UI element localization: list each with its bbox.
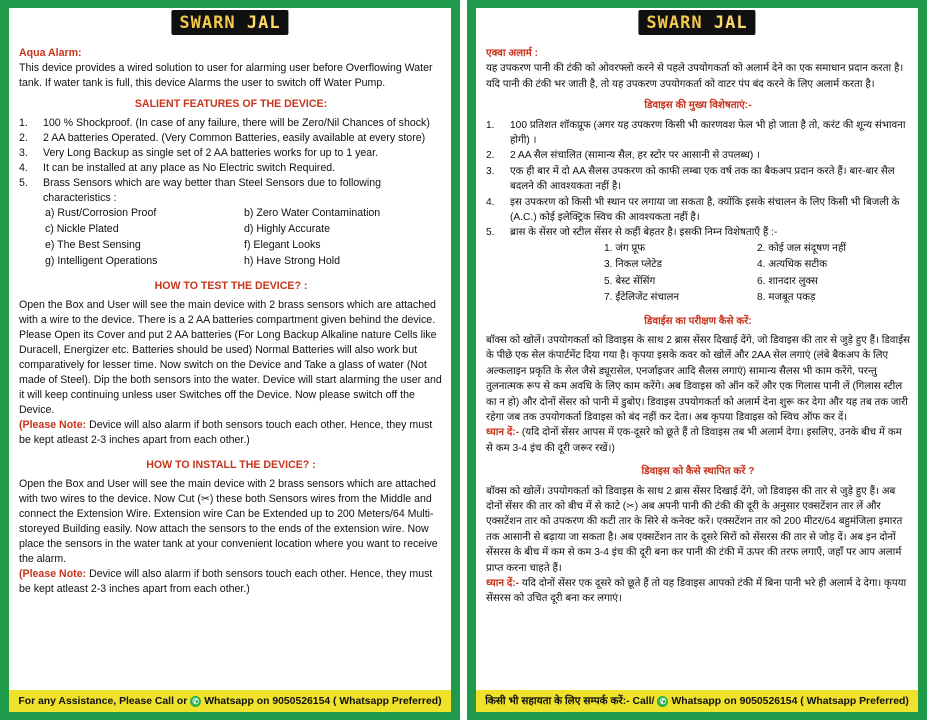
scissors-icon: ✂ (200, 493, 210, 505)
characteristic-item: g) Intelligent Operations (45, 255, 158, 267)
characteristic-item: 6. शानदार लुक्स (757, 275, 818, 287)
characteristic-item: d) Highly Accurate (244, 223, 330, 235)
features-heading: SALIENT FEATURES OF THE DEVICE: (134, 98, 328, 110)
characteristic-item: 8. मजबूत पकड़ (757, 292, 816, 304)
english-sheet-body (9, 8, 451, 712)
list-item: 2. 2 AA batteries Operated. (Very Common Batteries, easily available at every store) (19, 132, 426, 144)
test-text: बॉक्स को खोलें। उपयोगकर्ता को डिवाइस के साथ 2 ब्रास सेंसर दिखाई देंगे, जो डिवाइस की तार से जुड़े हुए हैं। डिवाईस के पीछे एक सेल कंपार्टमेंट दिया गया है। कृपया इसके कवर को खोलें और 2AA सेल लगाएं (लंबे बैकअप के लिए अल्कलाइन प्रकृति के सेल जैसे ड्यूरासेल, एनर्जाइजर आदि सैलस लगाएं) सामान्य सैलस भी काम करेंगे, परन्तु तुलनात्मक रूप से कम अवधि के लिए काम करेंगे। अब डिवाइस को ऑन करें और एक गिलास पानी लें (गिलास स्टील का न हो) और दोनों सेंसर को पानी में डुबोए। डिवाइस उपयोगकर्ता को अलार्म देना शुरू कर देगा और यह तब तक जारी रहेगा जब तक उपयोगकर्ता डिवाइस को बंद नहीं कर देता। अब कृपया डिवाइस को स्विच ऑफ कर दें। (486, 334, 910, 423)
list-item: 4. It can be installed at any place as No Electric switch Required. (19, 162, 336, 174)
characteristic-item: 5. बेस्ट सेंसिंग (604, 275, 656, 287)
characteristic-item: b) Zero Water Contamination (244, 207, 381, 219)
characteristic-item: f) Elegant Looks (244, 239, 321, 251)
list-item: 1. 100 % Shockproof. (In case of any failure, there will be Zero/Nil Chances of shock) (19, 117, 430, 129)
hindi-instruction-sheet (467, 0, 927, 720)
intro-title: Aqua Alarm: (19, 47, 82, 59)
list-item: 2. 2 AA सैल संचालित (सामान्य सैल, हर स्टोर पर आसानी से उपलब्ध) । (486, 150, 760, 162)
intro-text: यह उपकरण पानी की टंकी को ओवरफ्लो करने से पहले उपयोगकर्ता को अलार्म देने का एक समाधान प्रदान करता है। यदि पानी की टंकी भर जाती है, तो यह उपकरण उपयोगकर्ता को वाटर पंप बंद करने के लिए अलार्म करता है। (486, 63, 904, 90)
characteristic-item: e) The Best Sensing (45, 239, 141, 251)
characteristics-grid (19, 206, 443, 269)
characteristic-item: c) Nickle Plated (45, 223, 119, 235)
list-item: 3. Very Long Backup as single set of 2 AA batteries works for up to 1 year. (19, 147, 379, 159)
install-text: बॉक्स को खोलें। उपयोगकर्ता को डिवाइस के साथ 2 ब्रास सेंसर दिखाई देंगे, जो डिवाइस की तार से जुड़े हुए हैं। अब दोनों सेंसर की तार को बीच में से काटे (✂) अब अपनी पानी की टंकी की दूरी के अनुसार एक्सटेंशन तार लें और एक्सटेंशन तार को उपकरण की कटी तार के सिरे से कनेक्ट करें। एक्सटेंशन तार को 200 मीटर/64 बहुमंजिला इमारत तक आसानी से बढ़ाया जा सकता है। अब एक्सटेंशन तार के दूसरे सिरों को सेंसरस की तार से जोड़ दें। अब इन दोनों सेंसरस के बीच में कम से कम 3-4 इंच की दूरी बना कर पानी की टंकी में ऊपर की तरफ लगाएँ, जहाँ पर आप अलार्म प्राप्त करना चाहते हैं। (486, 485, 903, 574)
features-list (486, 118, 910, 241)
brand-logo: SWARN JAL (171, 10, 288, 35)
hindi-sheet-body (476, 8, 918, 712)
english-content (19, 46, 443, 597)
footer-contact: किसी भी सहायता के लिए सम्पर्क करें:- Call/ ✆ Whatsapp on 9050526154 ( Whatsapp Preferred) (476, 690, 918, 712)
list-item: 5. ब्रास के सेंसर जो स्टील सेंसर से कहीं बेहतर है। इसकी निम्न विशेषताएँ हैं :- (486, 227, 778, 239)
english-instruction-sheet (0, 0, 460, 720)
characteristic-item: a) Rust/Corrosion Proof (45, 207, 157, 219)
hindi-content (486, 46, 910, 607)
intro-text: This device provides a wired solution to user for alarming user before Overflowing Water tank. If water tank is full, this device Alarms the user to switch off Water Pump. (19, 62, 433, 89)
install-note: (Please Note: Device will also alarm if both sensors touch each other. Hence, they must be kept atleast 2-3 inches apart from each other.) (19, 568, 433, 595)
list-item: 3. एक ही बार में दो AA सैलस उपकरण को काफी लम्बा एक वर्ष तक का बैकअप प्रदान करते हैं। बार-बार सैल बदलने की आवश्यकता नहीं है। (486, 165, 895, 193)
characteristic-item: 3. निकल प्लेटेड (604, 259, 662, 271)
scissors-icon: ✂ (626, 500, 635, 512)
features-heading: डिवाइस की मुख्य विशेषताएं:- (644, 100, 752, 112)
intro-title: एक्वा अलार्म : (486, 48, 538, 59)
install-heading: HOW TO INSTALL THE DEVICE? : (146, 459, 316, 471)
test-note: (Please Note: Device will also alarm if both sensors touch each other. Hence, they must be kept atleast 2-3 inches apart from each other.) (19, 419, 433, 446)
features-list (19, 116, 443, 206)
install-note: ध्यान दें:- यदि दोनों सेंसर एक दूसरे को छूते हैं तो यह डिवाइस आपको टंकी में बिना पानी भरे ही अलार्म दे देगा। कृपया सेंसरस को उचित दूरी बना कर लगाएं। (486, 578, 907, 605)
test-note: ध्यान दें:- (यदि दोनों सेंसर आपस में एक-दूसरे को छूते हैं तो डिवाइस तब भी अलार्म देगा। इसलिए, उनके बीच में कम से कम 3-4 इंच की दूरी जरूर रखें।) (486, 427, 902, 454)
whatsapp-icon: ✆ (657, 696, 668, 707)
characteristic-item: 4. अत्यधिक सटीक (757, 259, 828, 271)
list-item: 5. Brass Sensors which are way better than Steel Sensors due to following characteristics : (19, 177, 382, 204)
characteristic-item: 7. ईंटेलिजेंट संचालन (604, 292, 680, 304)
characteristics-grid (486, 241, 910, 306)
install-heading: डिवाइस को कैसे स्थापित करें ? (641, 466, 755, 478)
characteristic-item: 2. कोई जल संदूषण नहीं (757, 242, 847, 254)
list-item: 4. इस उपकरण को किसी भी स्थान पर लगाया जा सकता है, क्योंकि इसके संचालन के लिए किसी भी बिजली के (A.C.) कोई इलेक्ट्रिक स्विच की आवश्यकता नहीं है। (486, 196, 900, 224)
test-text: Open the Box and User will see the main device with 2 brass sensors which are attached with a wire to the device. There is a 2 AA batteries compartment given behind the device. Please Open its Cover and put 2 AA batteries (For Long Backup Alkaline nature Cells like Duracell, Energizer etc. Batteries should be used) Normal Batteries will also work but comparatively for lesser time. Now switch on the Device and Take a glass of water (Not made of Steel). Dip the both sensors into the water. Device will start alarming the user and it will keep continuing unless user Switches off the Device. Now please switch off the Device. (19, 299, 442, 416)
test-heading: HOW TO TEST THE DEVICE? : (154, 280, 308, 292)
list-item: 1. 100 प्रतिशत शॉकप्रूफ (अगर यह उपकरण किसी भी कारणवश फेल भी हो जाता है तो, करंट की शून्य संभावना होगी) । (486, 119, 906, 147)
install-text: Open the Box and User will see the main device with 2 brass sensors which are attached with two wires to the device. Now Cut (✂) these both Sensors wires from the Middle and connect the Extension Wire. Extension wire Can be Extended up to 200 Meters/64 Multi-storeyed Building easily. Now attach the sensors to the ends of the extension wire. Now place the sensors in the water tank at your convenient location where you want to receive the alarm. (19, 478, 438, 565)
test-heading: डिवाईस का परीक्षण कैसे करें: (644, 315, 752, 327)
characteristic-item: h) Have Strong Hold (244, 255, 340, 267)
characteristic-item: 1. जंग प्रूफ (604, 242, 646, 254)
brand-logo: SWARN JAL (638, 10, 755, 35)
footer-contact: For any Assistance, Please Call or ✆ Whatsapp on 9050526154 ( Whatsapp Preferred) (9, 690, 451, 712)
whatsapp-icon: ✆ (190, 696, 201, 707)
